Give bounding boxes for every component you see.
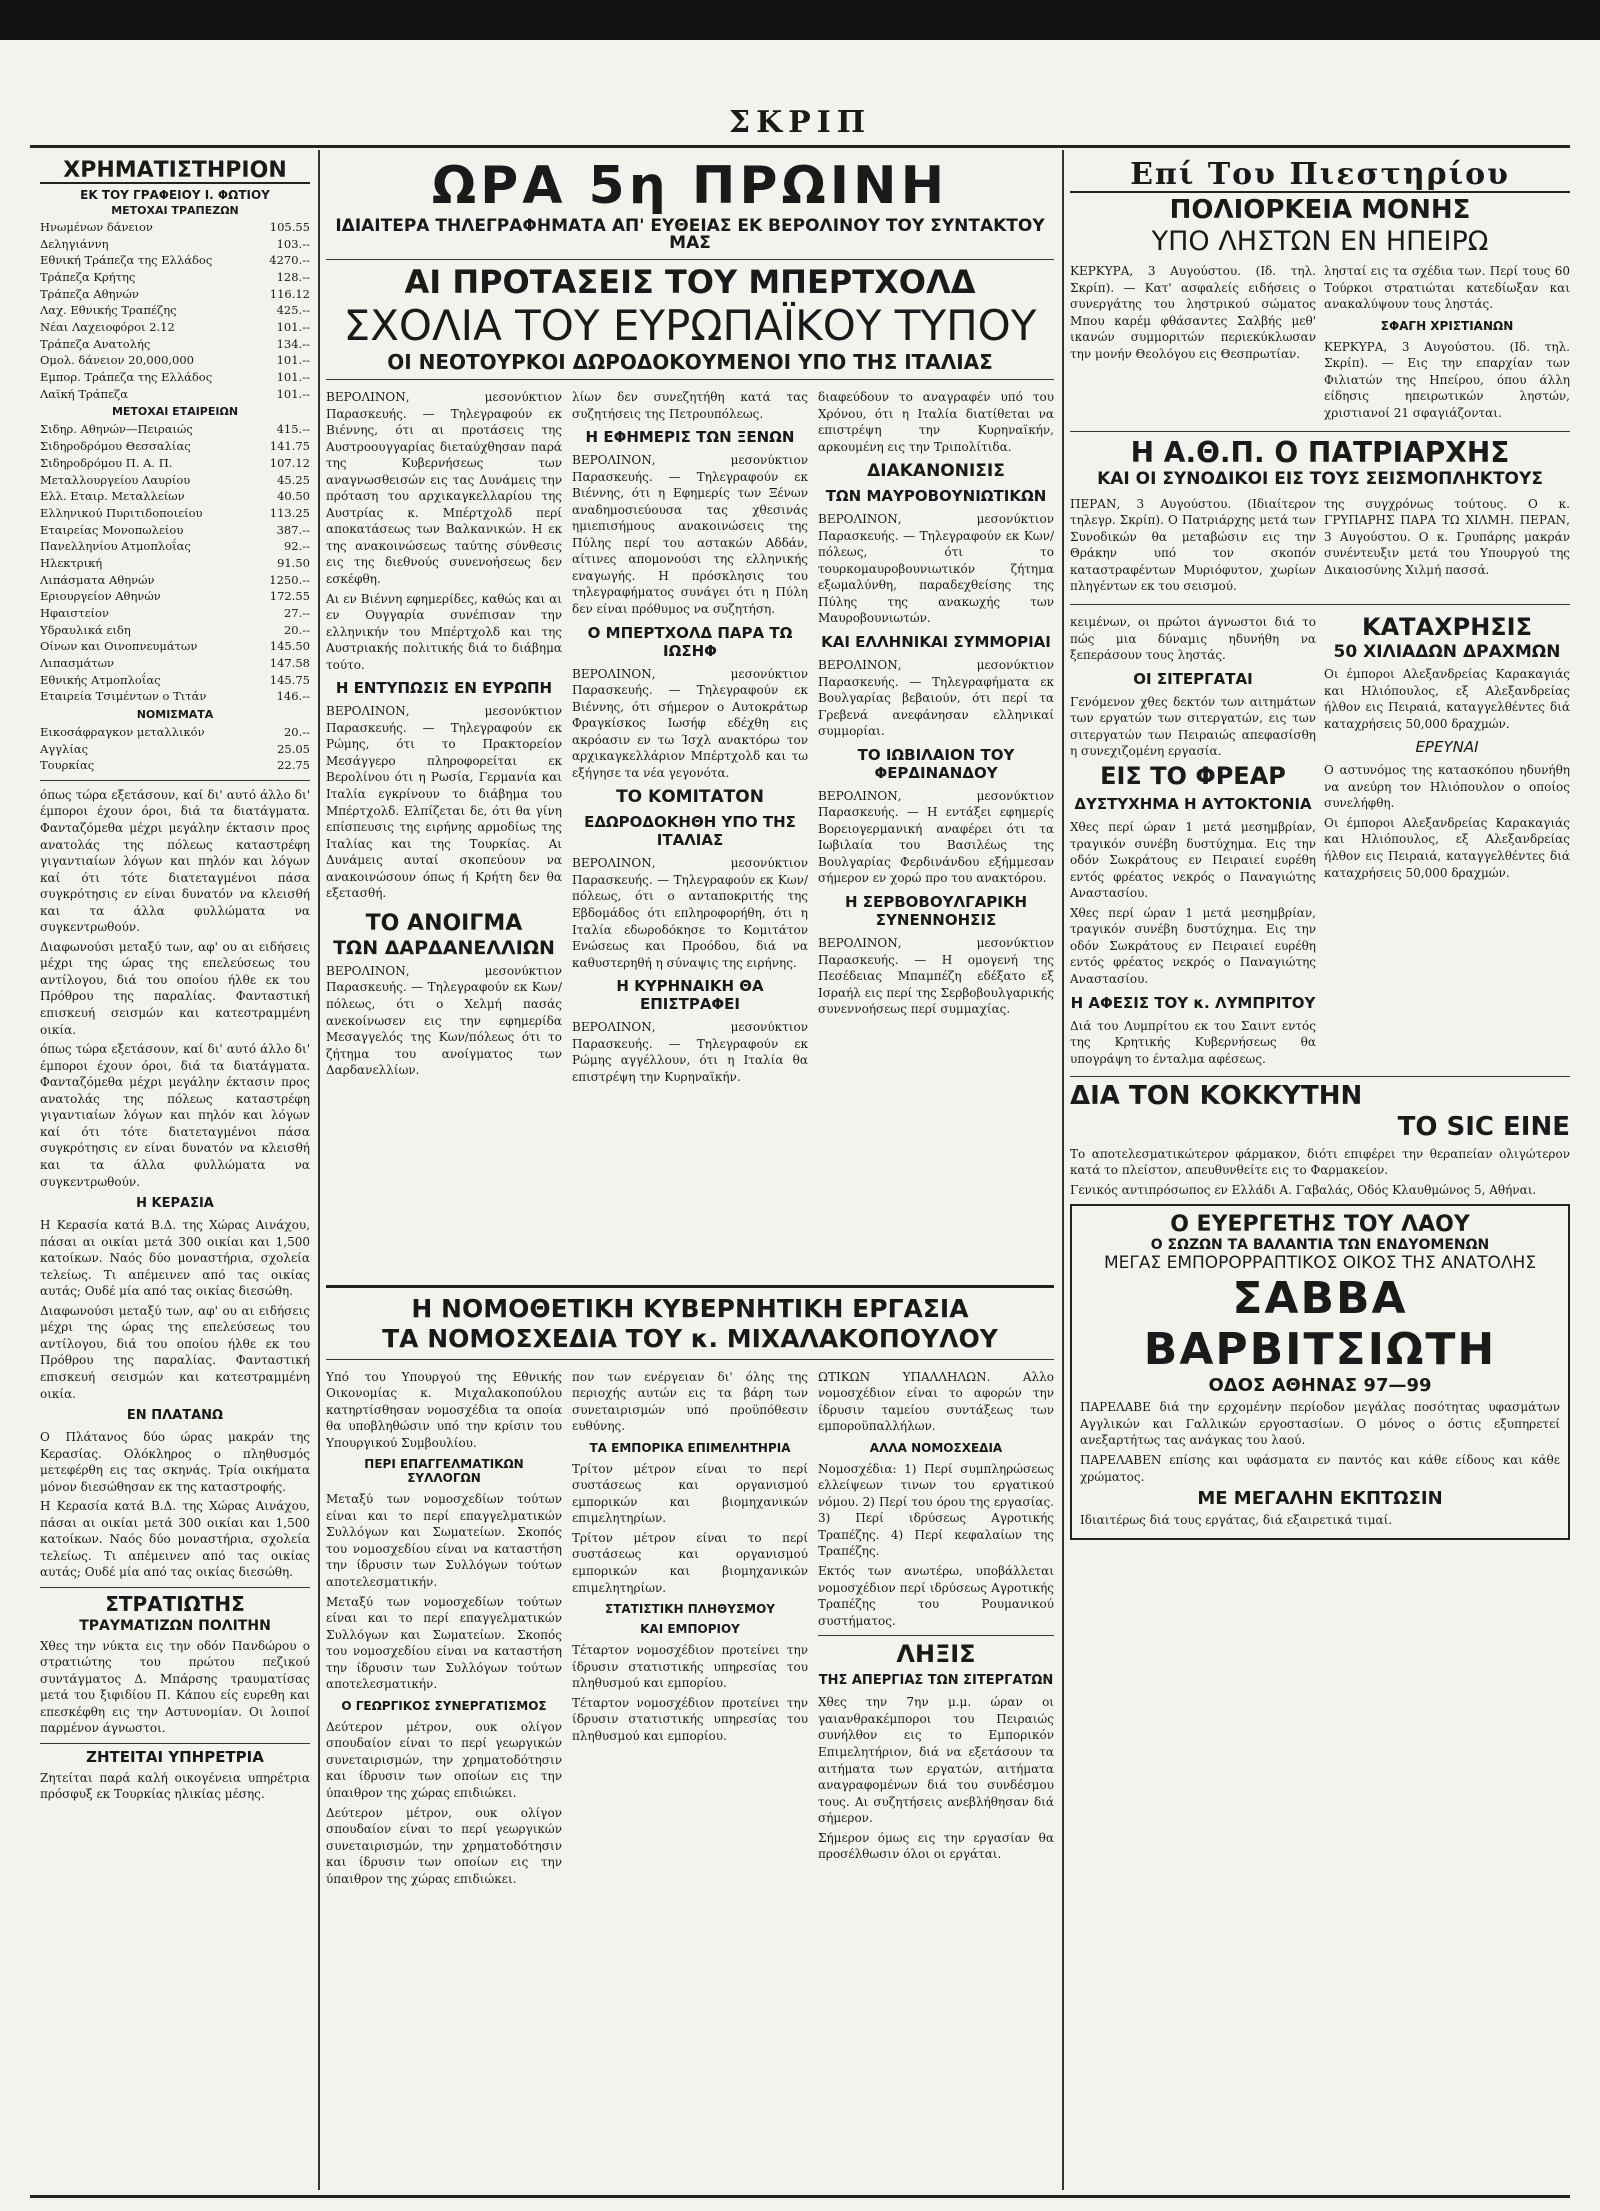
stock-value: 22.75 bbox=[277, 758, 310, 773]
stock-name: Λαχ. Εθνικής Τραπέζης bbox=[40, 303, 177, 318]
stock-row bbox=[40, 522, 310, 539]
ad-tailor-house: ΜΕΓΑΣ ΕΜΠΟΡΟΡΡΑΠΤΙΚΟΣ ΟΙΚΟΣ ΤΗΣ ΑΝΑΤΟΛΗΣ bbox=[1103, 1253, 1537, 1274]
stock-row bbox=[40, 219, 310, 236]
well-heading: ΕΙΣ ΤΟ ΦΡΕΑΡ bbox=[1100, 761, 1286, 790]
committee-heading: ΤΟ ΚΟΜΙΤΑΤΟΝ bbox=[616, 787, 764, 808]
lower-col-b bbox=[1324, 611, 1570, 1070]
stock-value: 103.-- bbox=[276, 236, 310, 251]
article-paragraph: όπως τώρα εξετάσουν, καί δι' αυτό άλλο δι' έμποροι έχουν όροι, διά τα διατάγματα. Φανταζόμεθα μέχρι μεγάλην έκτασιν προς ανατολάς της πόλεως καταστρέφη γιγαντιαίων λόγων και πηλόν και λόγων καί ότι τότε διατεταγμένοι πάσα συγκρότησις εν είναι δυνατόν να κλεισθή και τα άλλα φυλλώματα να συγκεντρωθούν. bbox=[40, 787, 310, 935]
grain-workers-heading: ΟΙ ΣΙΤΕΡΓΑΤΑΙ bbox=[1133, 669, 1253, 688]
stock-value: 134.-- bbox=[276, 336, 310, 351]
stock-name: Λαϊκή Τράπεζα bbox=[40, 386, 129, 401]
article-paragraph: ΒΕΡΟΛΙΝΟΝ, μεσονύκτιον Παρασκευής. — Τηλεγραφούν εκ Κων/πόλεως, ότι ο ανταποκριτής της Εβδομάδος ότι επληροφορήθη, ότι η Ιταλία εδωροδόκησε το Κομιτάτον Ενώσεως και Προόδου, διά να καθυστερηθή η σύναψις της ειρήνης. bbox=[572, 856, 808, 970]
article-paragraph: ΒΕΡΟΛΙΝΟΝ, μεσονύκτιον Παρασκευής. — Τηλεγραφούν εκ Κων/πόλεως, ότι ο Χελμή πασάς ανεκοίνωσεν εις την εφημερίδα Μεσαγγελός της Κων/πόλεως ότι το ζήτημα του ανοίγματος των Δαρδανελλίων. bbox=[326, 963, 562, 1078]
ad-text: ΠΑΡΕΛΑΒΕΝ επίσης και υφάσματα εν παντός και κάθε είδους και κάθε χρώματος. bbox=[1080, 1453, 1560, 1484]
stock-name: Εριουργείον Αθηνών bbox=[40, 589, 161, 604]
stock-name: Ηλεκτρική bbox=[40, 555, 103, 570]
company-shares-table bbox=[40, 421, 310, 704]
stock-value: 387.-- bbox=[276, 522, 310, 537]
stock-value: 1250.-- bbox=[269, 572, 310, 587]
stock-value: 101.-- bbox=[276, 386, 310, 401]
stock-row bbox=[40, 672, 310, 689]
stock-row bbox=[40, 688, 310, 705]
divider bbox=[1070, 1076, 1570, 1077]
masthead-rule bbox=[30, 145, 1570, 148]
kerasia-heading: Η ΚΕΡΑΣΙΑ bbox=[136, 1196, 214, 1212]
chambers-heading: ΤΑ ΕΜΠΟΡΙΚΑ ΕΠΙΜΕΛΗΤΗΡΙΑ bbox=[589, 1440, 791, 1455]
article-paragraph: Εκτός των ανωτέρω, υποβάλλεται νομοσχέδιον περί ιδρύσεως Αγροτικής Τραπέζης του Ρουμανικού συστήματος. bbox=[818, 1563, 1054, 1628]
serbo-bulgarian-heading: Η ΣΕΡΒΟΒΟΥΛΓΑΡΙΚΗ ΣΥΝΕΝΝΟΗΣΙΣ bbox=[844, 893, 1028, 929]
article-paragraph: πον των ενέργειαν δι' όλης της περιοχής αυτών εις τα βάρη των συνεταιρισμών υπό προϋπόθεσιν ευθύνης. bbox=[572, 1369, 808, 1434]
stock-name: Σιδηροδρόμου Π. Α. Π. bbox=[40, 455, 173, 470]
stock-name: Εικοσάφραγκον μεταλλικόν bbox=[40, 724, 205, 739]
stock-row bbox=[40, 572, 310, 589]
article-paragraph: Τρίτον μέτρον είναι το περί συστάσεως και οργανισμού εμπορικών και βιομηχανικών επιμελητηρίων. bbox=[572, 1530, 808, 1595]
stock-name: Μεταλλουργείου Λαυρίου bbox=[40, 472, 191, 487]
article-paragraph: Αι εν Βιέννη εφημερίδες, καθώς και αι εν Ουγγαρία συνέπισαν την ελληνικήν του Μπέρτχολδ και της Αυστριακής πολιτικής διά το διάβημα τούτο. bbox=[326, 591, 562, 672]
stock-value: 91.50 bbox=[277, 555, 310, 570]
divider bbox=[818, 1635, 1054, 1636]
stock-name: Οίνων και Οινοπνευμάτων bbox=[40, 639, 198, 654]
stock-row bbox=[40, 555, 310, 572]
stock-name: Τράπεζα Ανατολής bbox=[40, 336, 151, 351]
stock-name: Υδραυλικά ειδη bbox=[40, 622, 131, 637]
investigations-heading: ΕΡΕΥΝΑΙ bbox=[1415, 738, 1479, 757]
patriarch-columns bbox=[1070, 493, 1570, 598]
stock-row bbox=[40, 252, 310, 269]
article-paragraph: ΒΕΡΟΛΙΝΟΝ, μεσονύκτιον Παρασκευής. — Τηλεγραφούν εκ Κων/πόλεως, ότι το τουρκομαυροβουνιωτικόν ζήτημα εξωμαλύνθη, παραδεχθείσης της Πύλης της ανακωχής των Μαυροβουνιωτών. bbox=[818, 512, 1054, 626]
article-paragraph: ΚΕΡΚΥΡΑ, 3 Αυγούστου. (Ιδ. τηλ. Σκρίπ). — Εις την επαρχίαν των Φιλιατών της Ηπείρου, όπου άλλη είδησις ηπειρωτικών ληστών, χριστιανοί 21 σφαγιάζονται. bbox=[1324, 339, 1570, 420]
telegram-col-b bbox=[572, 386, 808, 1088]
stock-row bbox=[40, 588, 310, 605]
stock-name: Εθνικής Ατμοπλοΐας bbox=[40, 672, 161, 687]
five-am-title: ΩΡΑ 5η ΠΡΩΙΝΗ bbox=[431, 156, 949, 216]
telegram-col-c bbox=[818, 386, 1054, 1088]
divider bbox=[326, 259, 1054, 260]
telegrams-subtitle: ΙΔΙΑΙΤΕΡΑ ΤΗΛΕΓΡΑΦΗΜΑΤΑ ΑΠ' ΕΥΘΕΙΑΣ ΕΚ ΒΕΡΟΛΙΝΟΥ ΤΟΥ ΣΥΝΤΑΚΤΟΥ ΜΑΣ bbox=[335, 215, 1045, 254]
stock-value: 4270.-- bbox=[269, 253, 310, 268]
stock-name: Εταιρεία Τσιμέντων ο Τιτάν bbox=[40, 689, 207, 704]
article-paragraph: Γενικός αντιπρόσωπος εν Ελλάδι Α. Γαβαλάς, Οδός Κλαυθμώνος 5, Αθήναι. bbox=[1070, 1182, 1537, 1197]
stock-value: 101.-- bbox=[276, 370, 310, 385]
press-comments-headline: ΣΧΟΛΙΑ ΤΟΥ ΕΥΡΩΠΑΪΚΟΥ ΤΥΠΟΥ bbox=[343, 300, 1037, 350]
stock-row bbox=[40, 286, 310, 303]
article-paragraph: ΠΕΡΑΝ, 3 Αυγούστου. (Ιδιαίτερον τηλεγρ. Σκρίπ). Ο Πατριάρχης μετά των Συνοδικών θα μεταβώσιν εις την Θράκην υπό τον σκοπόν καταστραφέντων Μυριόφυτον, χωρίων πληγέντων εκ του σεισμού. bbox=[1070, 496, 1316, 594]
ad-discount: ΜΕ ΜΕΓΑΛΗΝ ΕΚΠΤΩΣΙΝ bbox=[1197, 1488, 1443, 1510]
stock-row bbox=[40, 352, 310, 369]
ad-text: Ιδιαιτέρως διά τους εργάτας, διά εξαιρετικά τιμαί. bbox=[1080, 1513, 1393, 1528]
greek-bands-heading: ΚΑΙ ΕΛΛΗΝΙΚΑΙ ΣΥΜΜΟΡΙΑΙ bbox=[821, 632, 1051, 651]
article-paragraph: ΒΕΡΟΛΙΝΟΝ, μεσονύκτιον Παρασκευής. — Τηλεγραφούν εκ Ρώμης αγγέλλουν, ότι η Ιταλία θα επιστρέψη την Κυρηναϊκήν. bbox=[572, 1020, 808, 1084]
article-paragraph: ΚΕΡΚΥΡΑ, 3 Αυγούστου. (Ιδ. τηλ. Σκρίπ). — Κατ' ασφαλείς ειδήσεις ο συνεργάτης του ληστρικού σώματος Μπου καρέμ φθάσαντες Σαλβής μεθ' ικανών συμμοριτών περιεκύκλωσαν την μονήν Θεολόγου εις Θεσπρωτίαν. bbox=[1070, 264, 1316, 361]
whooping-cough-ad: ΔΙΑ ΤΟΝ ΚΟΚΚΥΤΗΝ bbox=[1070, 1081, 1363, 1112]
article-paragraph: ΒΕΡΟΛΙΝΟΝ, μεσονύκτιον Παρασκευής. — Η ομογενή της Πεσέδειας Μπαμπέζη εδέξατο εξ Ισραήλ εις περί της Σερβοβουλγαρικής συνεννοήσεως περί συμμαχίας. bbox=[818, 936, 1054, 1017]
stock-row bbox=[40, 655, 310, 672]
article-paragraph: Οι έμποροι Αλεξανδρείας Καρακαγιάς και Ηλιόπουλος, εξ Αλεξανδρείας ήλθον εις Πειραιά, καταγγελθέντες διά καταχρήσεις 50,000 δραχμών. bbox=[1324, 815, 1570, 880]
stock-value: 101.-- bbox=[276, 320, 310, 335]
article-paragraph: Διαφωνούσι μεταξύ των, αφ' ου αι ειδήσεις μέχρι της ώρας της επελεύσεως του αντίλογου, διά του οποίου ήλθε εκ του Πρόθρου της παραλίας. Φανταστική επισκευή σεισμών και κατεστραμμένη οικία. bbox=[40, 939, 310, 1037]
divider bbox=[326, 1359, 1054, 1360]
article-paragraph: Διά του Λυμπρίτου εκ του Σαιντ εντός της Κρητικής Κυβερνήσεως θα υπογράψη το ένταλμα αφέσεως. bbox=[1070, 1018, 1316, 1066]
article-paragraph: κειμένων, οι πρώτοι άγνωστοι διά το πώς μια δύναμις ηδυνήθη να ξεπεράσουν τους ληστάς. bbox=[1070, 615, 1316, 663]
stock-name: Τράπεζα Αθηνών bbox=[40, 286, 139, 301]
article-paragraph: ΒΕΡΟΛΙΝΟΝ, μεσονύκτιον Παρασκευής. — Η εντάξει εφημερίς Βορειογερμανική αναφέρει ότι τα Ιωβιλαία του Βασιλέως της Βουλγαρίας Φερδινάνδου εξήμμεσαν σήμερον εν χορώ προ του ανακτόρου. bbox=[818, 788, 1054, 886]
stock-name: Ομολ. δάνειον 20,000,000 bbox=[40, 353, 194, 368]
divider bbox=[1070, 604, 1570, 605]
legislative-col-b bbox=[572, 1366, 808, 1891]
cyrenaica-heading: Η ΚΥΡΗΝΑΙΚΗ ΘΑ ΕΠΙΣΤΡΑΦΕΙ bbox=[616, 977, 764, 1014]
stock-value: 20.-- bbox=[283, 724, 310, 739]
other-bills-heading: ΑΛΛΑ ΝΟΜΟΣΧΕΔΙΑ bbox=[869, 1440, 1003, 1455]
article-paragraph: Ο αστυνόμος της κατασκόπου ηδυνήθη να ανεύρη τον Ηλιόπουλον ο οποίος συνελήφθη. bbox=[1324, 763, 1570, 811]
stock-value: 425.-- bbox=[276, 303, 310, 318]
legislative-section bbox=[326, 1285, 1054, 2188]
stock-row bbox=[40, 622, 310, 639]
synod-headline: ΚΑΙ ΟΙ ΣΥΝΟΔΙΚΟΙ ΕΙΣ ΤΟΥΣ ΣΕΙΣΜΟΠΛΗΚΤΟΥΣ bbox=[1097, 468, 1543, 489]
associations-heading: ΠΕΡΙ ΕΠΑΓΓΕΛΜΑΤΙΚΩΝ ΣΥΛΛΟΓΩΝ bbox=[364, 1457, 524, 1486]
cooperatives-heading: Ο ΓΕΩΡΓΙΚΟΣ ΣΥΝΕΡΓΑΤΙΣΜΟΣ bbox=[341, 1698, 547, 1713]
stock-row bbox=[40, 455, 310, 472]
stock-value: 415.-- bbox=[276, 422, 310, 437]
ferdinand-jubilee-heading: ΤΟ ΙΩΒΙΛΑΙΟΝ ΤΟΥ ΦΕΡΔΙΝΑΝΔΟΥ bbox=[857, 745, 1015, 782]
divider bbox=[1070, 431, 1570, 432]
divider bbox=[40, 780, 310, 781]
christians-heading: ΣΦΑΓΗ ΧΡΙΣΤΙΑΝΩΝ bbox=[1380, 318, 1514, 333]
stock-value: 145.75 bbox=[269, 672, 310, 687]
stock-value: 145.50 bbox=[269, 639, 310, 654]
article-paragraph: Δεύτερον μέτρον, ουκ ολίγον σπουδαίον είναι το περί γεωργικών συνεταιρισμών, την χρηματοδότησιν και ίδρυσιν των οποίων εις την ύπαιθρον της χώρας επιδιώκει. bbox=[326, 1719, 562, 1800]
divider bbox=[326, 379, 1054, 380]
stock-row bbox=[40, 386, 310, 403]
montenegrin-heading: ΔΙΑΚΑΝΟΝΙΣΙΣ bbox=[867, 461, 1005, 482]
ad-name: ΣΑΒΒΑ ΒΑΡΒΙΤΣΙΩΤΗ bbox=[1143, 1273, 1497, 1376]
maid-wanted-heading: ΖΗΤΕΙΤΑΙ ΥΠΗΡΕΤΡΙΑ bbox=[86, 1747, 264, 1766]
berchtold-iosif-heading: Ο ΜΠΕΡΤΧΟΛΔ ΠΑΡΑ ΤΩ ΙΩΣΗΦ bbox=[587, 623, 793, 660]
press-banner: Επί Του Πιεστηρίου bbox=[1070, 159, 1570, 193]
sic-ad: ΤΟ SIC ΕΙΝΕ bbox=[1397, 1112, 1570, 1143]
article-paragraph: ΒΕΡΟΛΙΝΟΝ, μεσονύκτιον Παρασκευής. — Τηλεγραφούν εκ Ρώμης, ότι το Πρακτορείον Μεσάγγερο πληροφορείται εκ Βερολίνου ότι η Ρωσία, Γερμανία και Ιταλία εγκρίνουν το διάβημα του Μπέρτχολδ. Ελπίζεται δε, ότι θα γίνη επίσπευσις της ειρήνης αρμοδίως της Ιταλίας και της Τουρκίας. Αι Δυνάμεις αυταί σκοπεύουν να ανακοινώσουν όπως ή Κρήτη δεν θα εξετασθή. bbox=[326, 704, 562, 901]
footer-rule bbox=[30, 2195, 1570, 2198]
legislative-headline: Η ΝΟΜΟΘΕΤΙΚΗ ΚΥΒΕΡΝΗΤΙΚΗ ΕΡΓΑΣΙΑ bbox=[411, 1294, 969, 1323]
stock-name: Ελληνικού Πυριτιδοποιείου bbox=[40, 505, 203, 520]
ad-address: ΟΔΟΣ ΑΘΗΝΑΣ 97—99 bbox=[1208, 1375, 1432, 1397]
stock-row bbox=[40, 605, 310, 622]
soldier-subheading: ΤΡΑΥΜΑΤΙΖΩΝ ΠΟΛΙΤΗΝ bbox=[79, 1617, 271, 1634]
embezzlement-subheading: 50 ΧΙΛΙΑΔΩΝ ΔΡΑΧΜΩΝ bbox=[1333, 642, 1561, 663]
stock-name: Δεληγιάννη bbox=[40, 236, 109, 251]
stock-title: ΧΡΗΜΑΤΙΣΤΗΡΙΟΝ bbox=[40, 159, 310, 184]
ad-text: ΠΑΡΕΛΑΒΕ διά την ερχομένην περίοδον μεγάλας ποσότητας υφασμάτων Αγγλικών και Γαλλικών εργοστασίων. Ο μόνος ο όστις εξυπηρετεί ανεξαρτήτως τας ανάγκας του λαού. bbox=[1080, 1400, 1560, 1448]
foreign-paper-heading: Η ΕΦΗΜΕΡΙΣ ΤΩΝ ΞΕΝΩΝ bbox=[585, 428, 795, 447]
stock-value: 27.-- bbox=[283, 605, 310, 620]
telegrams-section bbox=[326, 155, 1054, 1275]
article-paragraph: Υπό του Υπουργού της Εθνικής Οικονομίας κ. Μιχαλακοπούλου κατηρτίσθησαν νομοσχέδια τα οποία θα υποβληθώσιν υπό την κρίσιν του Υπουργικού Συμβουλίου. bbox=[326, 1369, 562, 1450]
committee-subheading: ΕΔΩΡΟΔΟΚΗΘΗ ΥΠΟ ΤΗΣ ΙΤΑΛΙΑΣ bbox=[584, 813, 796, 850]
stock-value: 107.12 bbox=[269, 455, 310, 470]
stock-name: Τράπεζα Κρήτης bbox=[40, 270, 136, 285]
stock-row bbox=[40, 336, 310, 353]
article-paragraph: Μεταξύ των νομοσχεδίων τούτων είναι και το περί επαγγελματικών Συλλόγων και Σωματείων. Σκοπός του νομοσχεδίου είναι να καταστήση την ίδρυσιν των Συλλόγων τούτων αποτελεσματικήν. bbox=[326, 1492, 562, 1589]
article-paragraph: Ο Πλάτανος δύο ώρας μακράν της Κερασίας. Ολόκληρος ο πληθυσμός μετεφέρθη εις τας σκηνάς. Τρία οικήματα μόνον διεσώθησαν εκ της καταστροφής. bbox=[40, 1430, 310, 1494]
newspaper-masthead: ΣΚΡΙΠ bbox=[728, 105, 872, 140]
well-subheading: ΔΥΣΤΥΧΗΜΑ Η ΑΥΤΟΚΤΟΝΙΑ bbox=[1074, 795, 1312, 814]
bank-shares-table bbox=[40, 219, 310, 402]
varvitsiotis-ad bbox=[1070, 1204, 1570, 1539]
montenegrin-subheading: ΤΩΝ ΜΑΥΡΟΒΟΥΝΙΩΤΙΚΩΝ bbox=[825, 487, 1047, 506]
article-paragraph: ΒΕΡΟΛΙΝΟΝ, μεσονύκτιον Παρασκευής. — Τηλεγραφούν εκ Βιέννης, ότι σήμερον ο Αυτοκράτωρ Φραγκίσκος Ιωσήφ εδέχθη εις ακρόασιν εν τω Ίσχλ ανακτόρω τον αρχικαγκελλάριον Μπέρτχολδ και τω εξήγησε τα νέα γεγονότα. bbox=[572, 666, 808, 780]
telegram-columns bbox=[326, 386, 1054, 1088]
europe-impression-heading: Η ΕΝΤΥΠΩΣΙΣ ΕΝ ΕΥΡΩΠΗ bbox=[335, 679, 553, 698]
stock-value: 45.25 bbox=[277, 472, 310, 487]
stock-name: Νέαι Λαχειοφόροι 2.12 bbox=[40, 320, 175, 335]
article-paragraph: διαφεύδουν το αναγραφέν υπό του Χρόνου, ότι η Ιταλία διατίθεται να επιστρέψη την Κυρηναϊκήν, αρκουμένη εις την Τριπολίτιδα. bbox=[818, 389, 1054, 454]
telegram-col-a bbox=[326, 386, 562, 1088]
epirus-headline: ΥΠΟ ΛΗΣΤΩΝ ΕΝ ΗΠΕΙΡΩ bbox=[1151, 225, 1489, 257]
company-shares-heading: ΜΕΤΟΧΑΙ ΕΤΑΙΡΕΙΩΝ bbox=[111, 405, 239, 419]
article-paragraph: ΒΕΡΟΛΙΝΟΝ, μεσονύκτιον Παρασκευής. — Τηλεγραφούν εκ Βιέννης, ότι η Εφημερίς των Ξένων αναδημοσιεύουσα τας χθεσινάς ημιεπισήμους ανακοινώσεις της Πύλης περί του αστακών Αδδάν, αίτινες απομονούσι της ελληνικής εναγωγής. Η πρόσκλησις του τηλεγραφήματος συνάγει ότι η Πύλη δεν είναι πρόθυμος να συζητήση. bbox=[572, 453, 808, 616]
lower-col-a bbox=[1070, 611, 1316, 1070]
young-turks-headline: ΟΙ ΝΕΟΤΟΥΡΚΟΙ ΔΩΡΟΔΟΚΟΥΜΕΝΟΙ ΥΠΟ ΤΗΣ ΙΤΑΛΙΑΣ bbox=[387, 349, 993, 374]
article-paragraph: Δεύτερον μέτρον, ουκ ολίγον σπουδαίον είναι το περί γεωργικών συνεταιρισμών, την χρηματοδότησιν και ίδρυσιν των οποίων εις την ύπαιθρον της χώρας επιδιώκει. bbox=[326, 1805, 562, 1886]
article-paragraph: Οι έμποροι Αλεξανδρείας Καρακαγιάς και Ηλιόπουλος, εξ Αλεξανδρείας ήλθον εις Πειραιά, καταγγελθέντες διά καταχρήσεις 50,000 δραχμών. bbox=[1324, 667, 1570, 731]
column-divider bbox=[318, 150, 320, 2190]
article-paragraph: Σήμερον όμως εις την εργασίαν θα προσέλθωσιν όλοι οι εργάται. bbox=[818, 1830, 1054, 1862]
stock-value: 113.25 bbox=[269, 505, 310, 520]
article-paragraph: Χθες περί ώραν 1 μετά μεσημβρίαν, τραγικόν συνέβη δυστύχημα. Εις την οδόν Σωκράτους εν Πειραιεί ευρέθη εντός φρέατος νεκρός ο Παναγιώτης Αναστασίου. bbox=[1070, 905, 1316, 986]
currencies-table bbox=[40, 724, 310, 774]
strike-end-subheading: ΤΗΣ ΑΠΕΡΓΙΑΣ ΤΩΝ ΣΙΤΕΡΓΑΤΩΝ bbox=[818, 1673, 1054, 1689]
stock-exchange-column bbox=[40, 155, 310, 2200]
stock-name: Σιδηρ. Αθηνών—Πειραιώς bbox=[40, 422, 193, 437]
article-paragraph: λησταί εις τα σχέδια των. Περί τους 60 Τούρκοι στρατιώται κατεδίωξαν και ανακαλύψουν τους ληστάς. bbox=[1324, 264, 1570, 312]
stock-row bbox=[40, 302, 310, 319]
dardanelles-subheading: ΤΩΝ ΔΑΡΔΑΝΕΛΛΙΩΝ bbox=[333, 936, 555, 959]
press-column bbox=[1070, 155, 1570, 2200]
article-paragraph: Τέταρτον νομοσχέδιον προτείνει την ίδρυσιν στατιστικής υπηρεσίας του πληθυσμού και εμπορίου. bbox=[572, 1695, 808, 1743]
stock-name: Ηφαιστείον bbox=[40, 605, 109, 620]
stock-value: 92.-- bbox=[283, 539, 310, 554]
stock-value: 116.12 bbox=[269, 286, 310, 301]
stock-row bbox=[40, 757, 310, 774]
statistics-heading: ΣΤΑΤΙΣΤΙΚΗ ΠΛΗΘΥΣΜΟΥ bbox=[605, 1602, 775, 1617]
stock-row bbox=[40, 741, 310, 758]
patriarch-headline: Η Α.Θ.Π. Ο ΠΑΤΡΙΑΡΧΗΣ bbox=[1130, 435, 1510, 469]
stock-row bbox=[40, 638, 310, 655]
article-paragraph: ΒΕΡΟΛΙΝΟΝ, μεσονύκτιον Παρασκευής. — Τηλεγραφήματα εκ Βουλγαρίας βεβαιούν, ότι περί τα Γρεβενά ανεφάνησαν ελληνικαί συμμορίαι. bbox=[818, 657, 1054, 739]
article-paragraph: Γενόμενον χθες δεκτόν των αιτημάτων των εργατών των σιτεργατών, εις των σιτεργατών των Πειραιώς απεφασίσθη η συνεχιζομένη εργασία. bbox=[1070, 694, 1316, 759]
stock-row bbox=[40, 505, 310, 522]
stock-name: Λιπασμάτων bbox=[40, 655, 114, 670]
article-paragraph: όπως τώρα εξετάσουν, καί δι' αυτό άλλο δι' έμποροι έχουν όροι, διά τα διατάγματα. Φανταζόμεθα μέχρι μεγάλην έκτασιν προς ανατολάς της πόλεως καταστρέφη γιγαντιαίων λόγων και πηλόν και λόγων καί ότι τότε διατεταγμένοι πάσα συγκρότησις εν είναι δυνατόν να κλεισθή και τα άλλα φυλλώματα να συγκεντρωθούν. bbox=[40, 1042, 310, 1189]
stock-value: 172.55 bbox=[269, 589, 310, 604]
article-paragraph: λίων δεν συνεζητήθη κατά τας συζητήσεις της Πετρουπόλεως. bbox=[572, 389, 808, 421]
article-paragraph: Το αποτελεσματικώτερον φάρμακον, διότι επιφέρει την θεραπείαν ολιγώτερον κατά το πλείστον, απευθυνθείτε εις το Φαρμακείον. bbox=[1070, 1146, 1570, 1178]
stock-value: 25.05 bbox=[277, 741, 310, 756]
article-paragraph: Χθες την νύκτα εις την οδόν Πανδώρου ο στρατιώτης του πρώτου πεζικού συντάγματος Δ. Μπάρσης τραυματίσας μετά του ξιφιδίου Π. Κάπου είς ευρεθη και επεσκέφθη εις την Αστυνομίαν. Οι λοιποί παρμένον άγνωστοι. bbox=[40, 1638, 310, 1736]
stock-name: Εμπορ. Τράπεζα της Ελλάδος bbox=[40, 370, 213, 385]
stock-name: Λιπάσματα Αθηνών bbox=[40, 572, 155, 587]
article-paragraph: Νομοσχέδια: 1) Περί συμπληρώσεως ελλείψεων τινων του εργατικού νόμου. 2) Περί του όρου της εργασίας. 3) Περί ιδρύσεως Αγροτικής Τραπέζης. 4) Περί κεφαλαίων της Τραπέζης. bbox=[818, 1461, 1054, 1559]
stock-row bbox=[40, 472, 310, 489]
platano-heading: ΕΝ ΠΛΑΤΑΝΩ bbox=[126, 1408, 224, 1424]
stock-row bbox=[40, 724, 310, 741]
top-black-band bbox=[0, 0, 1600, 40]
stock-row bbox=[40, 269, 310, 286]
ad-saver: Ο ΣΩΖΩΝ ΤΑ ΒΑΛΑΝΤΙΑ ΤΩΝ ΕΝΔΥΟΜΕΝΩΝ bbox=[1150, 1237, 1490, 1254]
stock-value: 146.-- bbox=[276, 689, 310, 704]
article-paragraph: Τρίτον μέτρον είναι το περί συστάσεως και οργανισμού εμπορικών και βιομηχανικών επιμελητηρίων. bbox=[572, 1461, 808, 1526]
stock-name: Ηνωμένων δάνειον bbox=[40, 220, 153, 235]
stock-name: Πανελληνίου Ατμοπλοΐας bbox=[40, 539, 191, 554]
stock-value: 141.75 bbox=[269, 439, 310, 454]
lower-columns bbox=[1070, 611, 1570, 1070]
stock-row bbox=[40, 319, 310, 336]
article-paragraph: ΩΤΙΚΩΝ ΥΠΑΛΛΗΛΩΝ. Αλλο νομοσχέδιον είναι το αφορών την ίδρυσιν ταμείου συντάξεως των εμποροϋπαλλήλων. bbox=[818, 1369, 1054, 1434]
monastery-headline: ΠΟΛΙΟΡΚΕΙΑ ΜΟΝΗΣ bbox=[1169, 194, 1471, 225]
stock-subtitle: ΕΚ ΤΟΥ ΓΡΑΦΕΙΟΥ Ι. ΦΩΤΙΟΥ bbox=[80, 188, 270, 203]
stock-row bbox=[40, 369, 310, 386]
stock-value: 128.-- bbox=[276, 270, 310, 285]
currencies-heading: ΝΟΜΙΣΜΑΤΑ bbox=[136, 707, 214, 721]
dardanelles-heading: ΤΟ ΑΝΟΙΓΜΑ bbox=[365, 910, 523, 936]
article-paragraph: της συγχρόνως τούτους. Ο κ. ΓΡΥΠΑΡΗΣ ΠΑΡΑ ΤΩ ΧΙΛΜΗ. ΠΕΡΑΝ, 3 Αυγούστου. Ο κ. Γρυπάρης μακράν συνέντευξιν μετά του Υπουργού της Δικαιοσύνης Χιλμή πασσά. bbox=[1324, 496, 1570, 577]
article-paragraph: Τέταρτον νομοσχέδιον προτείνει την ίδρυσιν στατιστικής υπηρεσίας του πληθυσμού και εμπορίου. bbox=[572, 1643, 808, 1691]
stock-value: 105.55 bbox=[269, 220, 310, 235]
stock-row bbox=[40, 488, 310, 505]
ad-benefactor: Ο ΕΥΕΡΓΕΤΗΣ ΤΟΥ ΛΑΟΥ bbox=[1170, 1212, 1470, 1238]
stock-name: Σιδηροδρόμου Θεσσαλίας bbox=[40, 439, 191, 454]
legislative-col-c bbox=[818, 1366, 1054, 1891]
stock-row bbox=[40, 438, 310, 455]
stock-name: Εταιρείας Μονοπωλείου bbox=[40, 522, 184, 537]
epirus-columns bbox=[1070, 260, 1570, 424]
article-paragraph: Χθες περί ώραν 1 μετά μεσημβρίαν, τραγικόν συνέβη δυστύχημα. Εις την οδόν Σωκράτους εν Πειραιεί ευρέθη εντός φρέατος νεκρός ο Παναγιώτης Αναστασίου. bbox=[1070, 820, 1316, 901]
article-paragraph: Η Κερασία κατά Β.Δ. της Χώρας Αινάχου, πάσαι αι οικίαι μετά 300 οικίαι και 1,500 κατοίκων. Ναός δύο μοναστήρια, σχολεία τελείως. Τι απέμεινεν από τας οικίας αυτάς; Ουδέ μία από τας οικίας διεσώθη. bbox=[40, 1499, 310, 1580]
article-paragraph: ΒΕΡΟΛΙΝΟΝ, μεσονύκτιον Παρασκευής. — Τηλεγραφούν εκ Βιέννης, ότι αι προτάσεις της Αυστροουγγαρίας διεταύχθησαν παρά της Κυβερνήσεως των αναγνωσθεισών εις τας Δυνάμεις την πρόταση του αρχικαγκελλαρίου της Αυστρίας κ. Μπέρτχολδ περί αποκατάσεως των Βαλκανικών. Η εκ της ανακοινώσεως ταύτης σύνθεσις εις της διεθνούς συνενοήσεως δεν εσκέφθη. bbox=[326, 389, 562, 586]
article-paragraph: Μεταξύ των νομοσχεδίων τούτων είναι και το περί επαγγελματικών Συλλόγων και Σωματείων. Σκοπός του νομοσχεδίου είναι να καταστήση την ίδρυσιν των Συλλόγων τούτων αποτελεσματικήν. bbox=[326, 1594, 562, 1692]
stock-row bbox=[40, 236, 310, 253]
divider bbox=[40, 1587, 310, 1588]
legislative-columns bbox=[326, 1366, 1054, 1891]
berchtold-headline: ΑΙ ΠΡΟΤΑΣΕΙΣ ΤΟΥ ΜΠΕΡΤΧΟΛΔ bbox=[404, 263, 976, 302]
strike-end-heading: ΛΗΞΙΣ bbox=[896, 1640, 976, 1669]
article-paragraph: Ζητείται παρά καλή οικογένεια υπηρέτρια πρόσφυξ εκ Τουρκίας ηλικίας μέσης. bbox=[40, 1770, 310, 1802]
legislative-col-a bbox=[326, 1366, 562, 1891]
michalakopoulos-headline: ΤΑ ΝΟΜΟΣΧΕΔΙΑ ΤΟΥ κ. ΜΙΧΑΛΑΚΟΠΟΥΛΟΥ bbox=[382, 1324, 998, 1354]
stock-value: 20.-- bbox=[283, 622, 310, 637]
stock-value: 101.-- bbox=[276, 353, 310, 368]
stock-name: Αγγλίας bbox=[40, 741, 89, 756]
bank-shares-heading: ΜΕΤΟΧΑΙ ΤΡΑΠΕΖΩΝ bbox=[111, 204, 239, 218]
article-paragraph: Χθες την 7ην μ.μ. ώραν οι γαιανθρακέμποροι του Πειραιώς συνήλθον εις το Εμπορικόν Επιμελητήριον, διά να εξετάσουν τα αιτήματα των εργατών, αιτήματα αναγραφομένων διά του συνδέσμου τους. Αι συζητήσεις ανεβλήθησαν διά σήμερον. bbox=[818, 1695, 1054, 1826]
column-divider bbox=[1062, 150, 1064, 2190]
stock-value: 40.50 bbox=[277, 489, 310, 504]
stock-name: Ελλ. Εταιρ. Μεταλλείων bbox=[40, 489, 185, 504]
divider bbox=[40, 1743, 310, 1744]
statistics-subheading: ΚΑΙ ΕΜΠΟΡΙΟΥ bbox=[640, 1622, 740, 1637]
release-heading: Η ΑΦΕΣΙΣ ΤΟΥ κ. ΛΥΜΠΡΙΤΟΥ bbox=[1070, 993, 1316, 1012]
article-paragraph: Η Κερασία κατά Β.Δ. της Χώρας Αινάχου, πάσαι αι οικίαι μετά 300 οικίαι και 1,500 κατοίκων. Ναός δύο μοναστήρια, σχολεία τελείως. Τι απέμεινεν από τας οικίας αυτάς; Ουδέ μία από τας οικίας διεσώθη. bbox=[40, 1218, 310, 1299]
article-paragraph: Διαφωνούσι μεταξύ των, αφ' ου αι ειδήσεις μέχρι της ώρας της επελεύσεως του αντίλογου, διά του οποίου ήλθε εκ του Πρόθρου της παραλίας. Φανταστική επισκευή σεισμών και κατεστραμμένη οικία. bbox=[40, 1303, 310, 1401]
soldier-heading: ΣΤΡΑΤΙΩΤΗΣ bbox=[105, 1591, 245, 1616]
stock-value: 147.58 bbox=[269, 655, 310, 670]
stock-row bbox=[40, 538, 310, 555]
stock-row bbox=[40, 421, 310, 438]
stock-name: Εθνική Τράπεζα της Ελλάδος bbox=[40, 253, 213, 268]
embezzlement-heading: ΚΑΤΑΧΡΗΣΙΣ bbox=[1361, 613, 1532, 642]
stock-name: Τουρκίας bbox=[40, 758, 95, 773]
